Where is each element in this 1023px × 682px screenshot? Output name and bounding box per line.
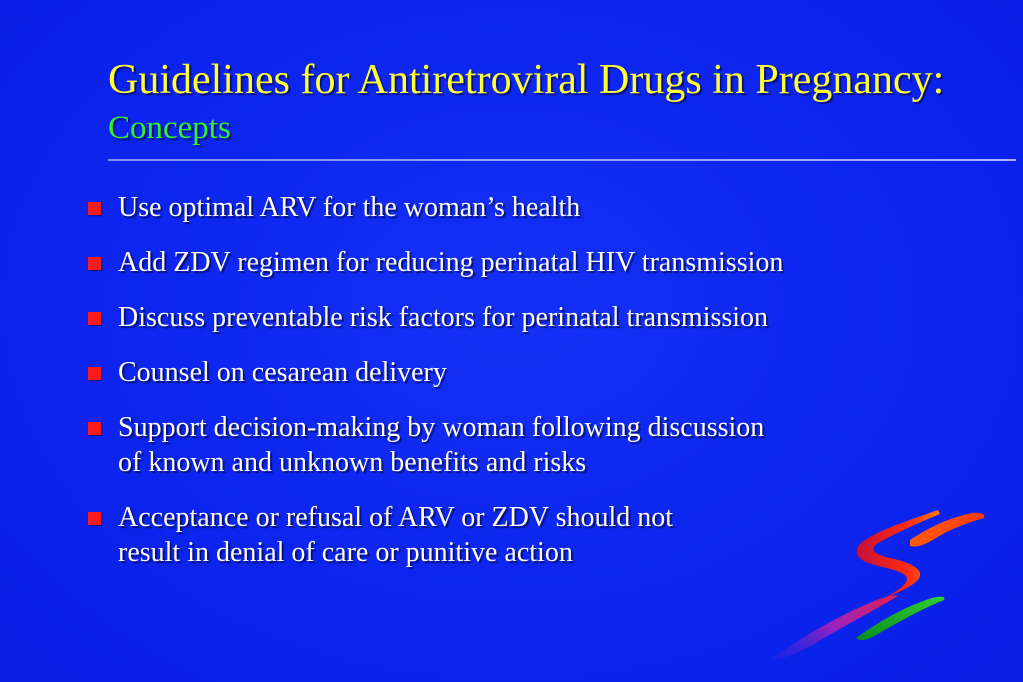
square-bullet-icon (88, 312, 101, 325)
slide-title (108, 58, 1008, 151)
bullet-item (86, 190, 986, 225)
bullet-item (86, 245, 986, 280)
bullet-text: Support decision-making by woman following discussion (118, 412, 765, 443)
square-bullet-icon (88, 422, 101, 435)
bullet-item (86, 410, 986, 480)
bullet-text: Counsel on cesarean delivery (118, 357, 447, 388)
square-bullet-icon (88, 512, 101, 525)
square-bullet-icon (88, 202, 101, 215)
title-main: Guidelines for Antiretroviral Drugs in Pregnancy: (108, 57, 945, 103)
bullet-text: Add ZDV regimen for reducing perinatal HIV transmission (118, 247, 784, 278)
swoosh-logo-icon (760, 498, 1000, 668)
bullet-text-continued: result in denial of care or punitive action (118, 537, 573, 568)
bullet-text: Acceptance or refusal of ARV or ZDV should not (118, 502, 674, 533)
bullet-text-continued: of known and unknown benefits and risks (118, 447, 587, 478)
square-bullet-icon (88, 257, 101, 270)
bullet-text: Discuss preventable risk factors for perinatal transmission (118, 302, 769, 333)
square-bullet-icon (88, 367, 101, 380)
bullet-item (86, 300, 986, 335)
bullet-text: Use optimal ARV for the woman’s health (118, 192, 581, 223)
bullet-item (86, 355, 986, 390)
title-subtitle: Concepts (108, 110, 231, 146)
title-divider (108, 159, 1016, 161)
